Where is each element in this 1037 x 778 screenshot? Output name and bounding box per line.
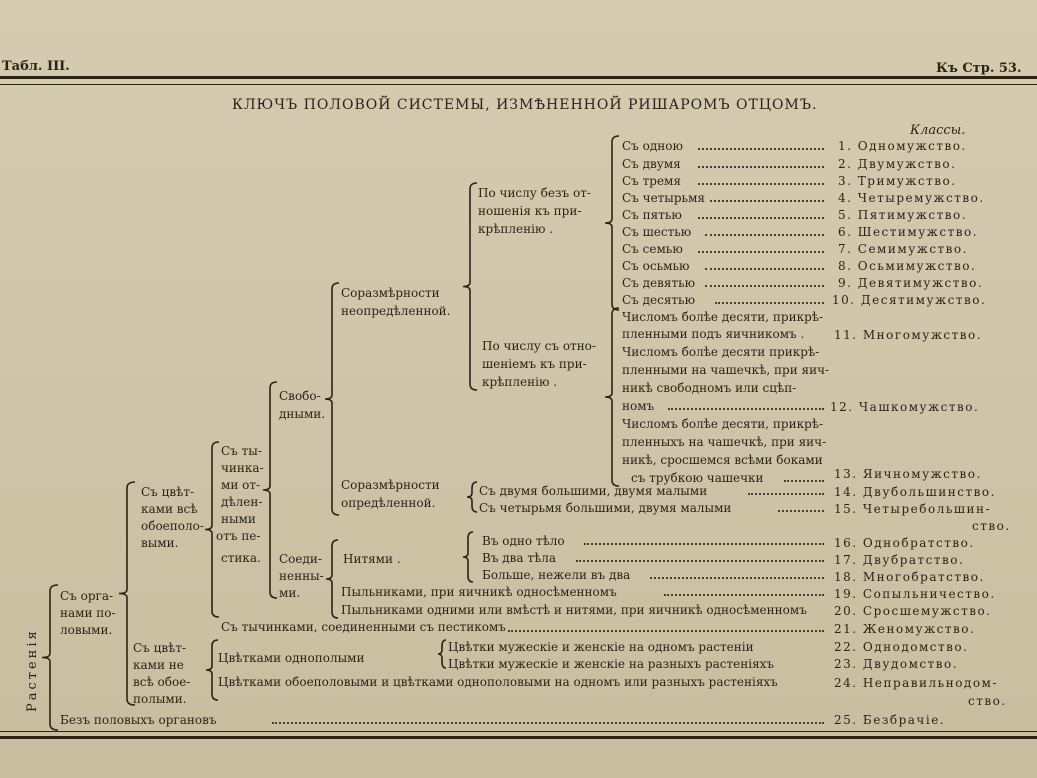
bisexual-all-label: ками всѣ — [141, 502, 198, 516]
brace — [605, 308, 619, 486]
not-all-bisexual-label: Съ цвѣт- — [133, 641, 187, 655]
determinate-item: Съ четырьмя большими, двумя малыми — [479, 501, 732, 515]
class-name: 15. Четыребольшин- — [834, 502, 992, 516]
stamens-separate-label: ными — [221, 512, 256, 526]
table-title: КЛЮЧЪ ПОЛОВОЙ СИСТЕМЫ, ИЗМѢНЕННОЙ РИШАРОМЪ ОТЦОМЪ. — [232, 97, 818, 113]
class-name: 16. Однобратство. — [834, 536, 975, 550]
class-name: 14. Двубольшинство. — [834, 485, 996, 499]
class-name: 11. Многомужство. — [834, 328, 983, 342]
determinate-label: Соразмѣрности — [341, 478, 440, 492]
table-number: Табл. III. — [2, 59, 70, 74]
threads-item: Больше, нежели въ два — [482, 568, 631, 582]
anthers-one-sex-label: Пыльниками, при яичникѣ односѣменномъ — [341, 585, 617, 599]
count-item: Съ девятью — [622, 276, 696, 290]
plants-label: Растенія — [25, 628, 40, 712]
class-name: 21. Женомужство. — [834, 622, 976, 636]
threads-item: Въ два тѣла — [482, 551, 557, 565]
count-item: Съ одною — [622, 139, 683, 153]
mixed-label: Цвѣтками обоеполовыми и цвѣтками однополовыми на одномъ или разныхъ растеніяхъ — [218, 675, 778, 689]
many-calyx-joined-text: пленныхъ на чашечкѣ, при яич- — [622, 435, 827, 449]
class-name: 23. Двудомство. — [834, 657, 959, 671]
many-calyx-free-text: никѣ свободномъ или сцѣп- — [622, 381, 797, 395]
classes-heading: Классы. — [910, 123, 966, 138]
class-name: 9. Девятимужство. — [838, 276, 984, 290]
class-name: 3. Тримужство. — [838, 174, 957, 188]
threads-item: Въ одно тѣло — [482, 534, 565, 548]
stamens-separate-label: Съ ты- — [221, 444, 262, 458]
class-name: 10. Десятимужство. — [832, 293, 987, 307]
class-name: 24. Неправильнодом- — [834, 676, 998, 690]
by-number-attach-label: По числу съ отно- — [482, 339, 596, 353]
class-name: 8. Осьмимужство. — [838, 259, 977, 273]
joined-label: ненны- — [279, 569, 324, 583]
class-name: 1. Одномужство. — [838, 139, 967, 153]
count-item: Съ пятью — [622, 208, 682, 222]
count-item: Съ осьмью — [622, 259, 690, 273]
male-female-different-text: Цвѣтки мужескіе и женскіе на разныхъ растеніяхъ — [448, 657, 775, 671]
with-organs-label: нами по- — [60, 606, 116, 620]
brace — [605, 136, 619, 310]
class-name: 2. Двумужство. — [838, 157, 957, 171]
count-item: Съ семью — [622, 242, 683, 256]
many-ovary-text: Числомъ болѣе десяти, прикрѣ- — [622, 310, 824, 324]
class-name: 13. Яичномужство. — [834, 467, 982, 481]
stamens-separate-label: чинка- — [221, 461, 264, 475]
free-label: дными. — [279, 407, 326, 421]
brace — [467, 482, 477, 512]
stamens-separate-label: стика. — [221, 551, 261, 565]
class-name: 4. Четыремужство. — [838, 191, 985, 205]
class-name: 19. Сопыльничество. — [834, 587, 996, 601]
not-all-bisexual-label: ками не — [133, 658, 184, 672]
free-label: Свобо- — [279, 389, 321, 403]
joined-label: ми. — [279, 586, 301, 600]
many-calyx-joined-text: никѣ, сросшемся всѣми боками — [622, 453, 823, 467]
unisexual-label: Цвѣтками однополыми — [218, 651, 365, 665]
indeterminate-label: Соразмѣрности — [341, 286, 440, 300]
class-name: 7. Семимужство. — [838, 242, 968, 256]
by-number-no-attach-label: крѣпленію . — [478, 222, 554, 236]
class-name: 12. Чашкомужство. — [830, 400, 980, 414]
indeterminate-label: неопредѣленной. — [341, 304, 451, 318]
bisexual-all-label: Съ цвѣт- — [141, 485, 195, 499]
brace — [119, 482, 135, 705]
brace — [206, 640, 218, 700]
bisexual-all-label: обоеполо- — [141, 519, 204, 533]
by-number-attach-label: шеніемъ къ при- — [482, 357, 587, 371]
count-item: Съ десятью — [622, 293, 696, 307]
by-number-no-attach-label: ношенія къ при- — [478, 204, 582, 218]
with-organs-label: Съ орга- — [60, 589, 114, 603]
count-item: Съ шестью — [622, 225, 692, 239]
no-organs-label: Безъ половыхъ органовъ — [60, 713, 217, 727]
not-all-bisexual-label: всѣ обое- — [133, 675, 191, 689]
many-calyx-joined-text: съ трубкою чашечки — [631, 471, 764, 485]
not-all-bisexual-label: полыми. — [133, 692, 187, 706]
stamens-joined-pistil-label: Съ тычинками, соединенными съ пестикомъ — [221, 620, 506, 634]
by-number-no-attach-label: По числу безъ от- — [478, 186, 591, 200]
class-name: ство. — [972, 519, 1011, 533]
many-ovary-text: пленными подъ яичникомъ . — [622, 327, 805, 341]
stamens-separate-label: ми от- — [221, 478, 261, 492]
with-organs-label: ловыми. — [60, 623, 113, 637]
count-item: Съ четырьмя — [622, 191, 705, 205]
class-name: 5. Пятимужство. — [838, 208, 968, 222]
brace — [463, 183, 477, 390]
brace — [463, 532, 473, 582]
class-name: 17. Двубратство. — [834, 553, 965, 567]
class-name: 6. Шестимужство. — [838, 225, 979, 239]
anthers-and-threads-label: Пыльниками одними или вмѣстѣ и нитями, при яичникѣ односѣменномъ — [341, 603, 807, 617]
page-reference: Къ Стр. 53. — [936, 61, 1022, 76]
class-name: 18. Многобратство. — [834, 570, 985, 584]
by-number-attach-label: крѣпленію . — [482, 375, 558, 389]
brace — [325, 283, 339, 515]
male-female-one-text: Цвѣтки мужескіе и женскіе на одномъ растеніи — [448, 640, 754, 654]
class-name: 25. Безбрачіе. — [834, 713, 946, 727]
stamens-separate-label: дѣлен- — [221, 495, 263, 509]
determinate-item: Съ двумя большими, двумя малыми — [479, 484, 708, 498]
many-calyx-free-text: Числомъ болѣе десяти прикрѣ- — [622, 345, 820, 359]
brace — [326, 540, 338, 618]
stamens-separate-label: отъ пе- — [216, 529, 261, 543]
joined-label: Соеди- — [279, 552, 322, 566]
brace — [42, 585, 58, 730]
count-item: Съ двумя — [622, 157, 681, 171]
many-calyx-free-text: номъ — [622, 399, 655, 413]
many-calyx-joined-text: Числомъ болѣе десяти, прикрѣ- — [622, 417, 824, 431]
brace — [438, 640, 446, 668]
determinate-label: опредѣленной. — [341, 496, 436, 510]
many-calyx-free-text: пленными на чашечкѣ, при яич- — [622, 363, 830, 377]
class-name: 20. Сросшемужство. — [834, 604, 992, 618]
brace — [205, 442, 219, 617]
brace — [263, 382, 277, 598]
threads-label: Нитями . — [343, 552, 401, 566]
count-item: Съ тремя — [622, 174, 681, 188]
class-name: ство. — [968, 694, 1007, 708]
class-name: 22. Однодомство. — [834, 640, 969, 654]
bisexual-all-label: выми. — [141, 536, 179, 550]
